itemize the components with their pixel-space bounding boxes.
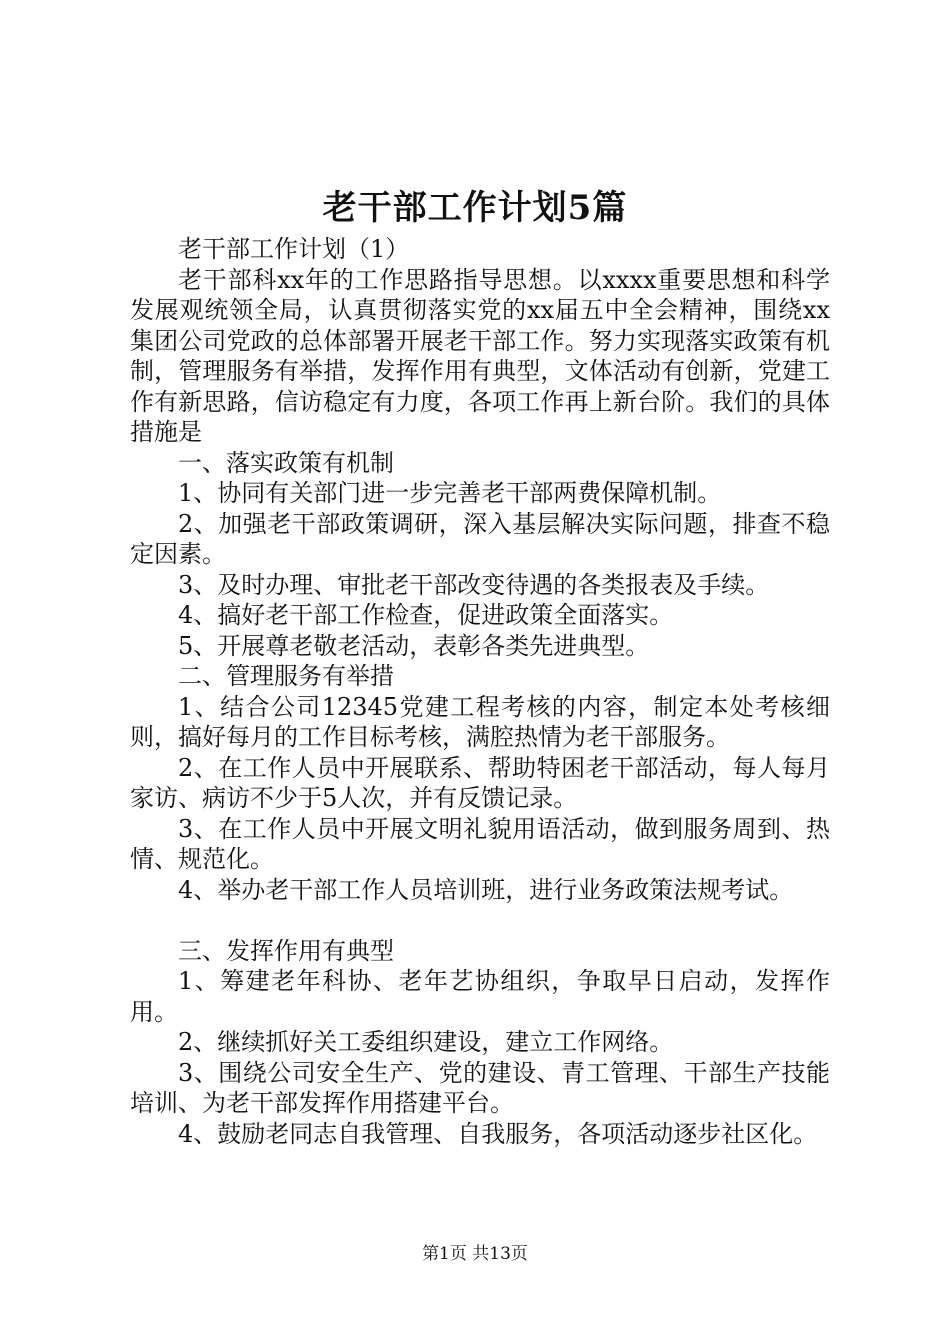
list-item: 4、搞好老干部工作检查，促进政策全面落实。 — [178, 601, 674, 629]
document-title: 老干部工作计划5篇 — [322, 188, 628, 228]
list-item: 3、围绕公司安全生产、党的建设、青工管理、干部生产技能培训、为老干部发挥作用搭建平台。 — [130, 1058, 830, 1117]
document-body — [130, 234, 830, 1149]
section-heading: 老干部工作计划（1） — [178, 235, 410, 263]
page-footer: 第1页 共13页 — [422, 1244, 528, 1264]
list-item: 1、筹建老年科协、老年艺协组织，争取早日启动，发挥作用。 — [130, 967, 830, 1026]
section-heading: 二、管理服务有举措 — [178, 662, 394, 690]
list-item: 2、继续抓好关工委组织建设，建立工作网络。 — [178, 1028, 674, 1056]
blank-line — [130, 905, 830, 936]
list-item: 1、结合公司12345党建工程考核的内容，制定本处考核细则，搞好每月的工作目标考核，满腔热情为老干部服务。 — [130, 692, 830, 751]
list-item: 4、鼓励老同志自我管理、自我服务，各项活动逐步社区化。 — [178, 1119, 818, 1148]
section-heading: 三、发挥作用有典型 — [178, 936, 394, 965]
section-heading: 一、落实政策有机制 — [178, 448, 394, 477]
body-paragraph: 老干部科xx年的工作思路指导思想。以xxxx重要思想和科学发展观统领全局，认真贯彻落实党的xx届五中全会精神，围绕xx集团公司党政的总体部署开展老干部工作。努力实现落实政策有机制，管理服务有举措，发挥作用有典型，文体活动有创新，党建工作有新思路，信访稳定有力度，各项工作再上新台阶。我们的具体措施是 — [130, 265, 830, 446]
list-item: 5、开展尊老敬老活动，表彰各类先进典型。 — [178, 631, 650, 660]
list-item: 1、协同有关部门进一步完善老干部两费保障机制。 — [178, 479, 722, 507]
list-item: 2、加强老干部政策调研，深入基层解决实际问题，排查不稳定因素。 — [130, 509, 830, 568]
list-item: 4、举办老干部工作人员培训班，进行业务政策法规考试。 — [178, 875, 794, 904]
list-item: 2、在工作人员中开展联系、帮助特困老干部活动，每人每月家访、病访不少于5人次，并有反馈记录。 — [130, 753, 830, 812]
list-item: 3、在工作人员中开展文明礼貌用语活动，做到服务周到、热情、规范化。 — [130, 814, 830, 873]
list-item: 3、及时办理、审批老干部改变待遇的各类报表及手续。 — [178, 570, 770, 599]
